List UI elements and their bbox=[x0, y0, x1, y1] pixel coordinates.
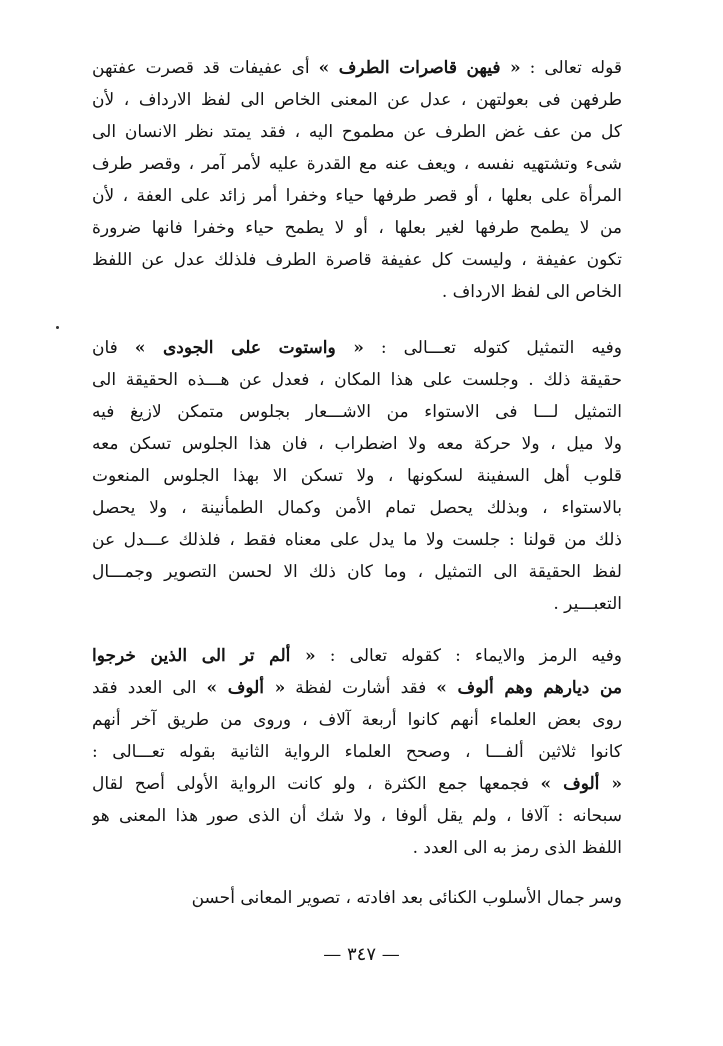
text-run: قوله تعالى : bbox=[520, 58, 622, 78]
text-run: لفظ الحقيقة الى التمثيل ، وما كان ذلك الا لحسن التصوير وجمـــال bbox=[92, 562, 622, 582]
margin-dot-mark bbox=[56, 326, 59, 329]
text-run: الى العدد فقد bbox=[92, 678, 207, 698]
text-run: كل من عف غض الطرف عن مطموح اليه ، فقد يمتد نظر الانسان الى bbox=[92, 122, 622, 142]
paragraph-spacer bbox=[92, 308, 622, 332]
text-line bbox=[92, 588, 622, 620]
text-line bbox=[92, 396, 622, 428]
text-run: شىء وتشتهيه نفسه ، ويعف عنه مع القدرة عليه لأمر آمر ، وقصر طرف bbox=[92, 154, 622, 174]
text-run: التعبـــير . bbox=[553, 594, 622, 614]
text-line bbox=[92, 556, 622, 588]
text-line bbox=[92, 332, 622, 364]
text-line bbox=[92, 460, 622, 492]
text-line bbox=[92, 672, 622, 704]
text-run: وفيه الرمز والايماء : كقوله تعالى : bbox=[315, 646, 622, 666]
text-run: اللفظ الذى رمز به الى العدد . bbox=[412, 838, 622, 858]
text-run: حقيقة ذلك . وجلست على هذا المكان ، فعدل عن هـــذه الحقيقة الى bbox=[92, 370, 622, 390]
text-line bbox=[92, 212, 622, 244]
text-line bbox=[92, 244, 622, 276]
text-run: التمثيل لـــا فى الاستواء من الاشـــعار بجلوس متمكن لازيغ فيه bbox=[92, 402, 622, 422]
text-line bbox=[92, 84, 622, 116]
text-line bbox=[92, 832, 622, 864]
text-run: الخاص الى لفظ الارداف . bbox=[441, 282, 622, 302]
quran-quote: « ألوف » bbox=[206, 678, 286, 698]
text-line bbox=[92, 116, 622, 148]
text-run: سبحانه : آلافا ، ولم يقل ألوفا ، ولا شك أن الذى صور هذا المعنى هو bbox=[92, 806, 622, 826]
text-run: بالاستواء ، وبذلك يحصل تمام الأمن وكمال الطمأنينة ، ولا يحصل bbox=[92, 498, 622, 518]
quran-quote: « واستوت على الجودى » bbox=[134, 338, 364, 358]
book-page-body bbox=[92, 52, 622, 914]
text-line bbox=[92, 492, 622, 524]
paragraph-4 bbox=[92, 882, 622, 914]
text-run: المرأة على بعلها ، أو قصر طرفها حياء وخفرا أمر زائد على العفة ، لأن bbox=[92, 186, 622, 206]
text-run: وفيه التمثيل كتوله تعـــالى : bbox=[363, 338, 622, 358]
text-run: كانوا ثلاثين ألفـــا ، وصحح العلماء الرواية الثانية بقوله تعـــالى : bbox=[92, 742, 622, 762]
paragraph-1 bbox=[92, 52, 622, 308]
text-line bbox=[92, 364, 622, 396]
paragraph-3 bbox=[92, 640, 622, 864]
quran-quote: « ألوف » bbox=[540, 774, 622, 794]
page-number: — ٣٤٧ — bbox=[323, 944, 400, 965]
text-run: ذلك من قولنا : جلست ولا ما يدل على معناه فقط ، فلذلك عـــدل عن bbox=[92, 530, 622, 550]
text-line bbox=[92, 276, 622, 308]
text-run: أى عفيفات قد قصرت عفتهن bbox=[92, 58, 319, 78]
text-line bbox=[92, 882, 622, 914]
text-run: فان bbox=[92, 338, 135, 358]
text-run: من لا يطمح طرفها لغير بعلها ، أو لا يطمح حياء وخفرا فانها ضرورة bbox=[92, 218, 622, 238]
paragraph-spacer bbox=[92, 864, 622, 882]
text-run: فقد أشارت لفظة bbox=[285, 678, 437, 698]
text-line bbox=[92, 428, 622, 460]
text-line bbox=[92, 800, 622, 832]
text-line bbox=[92, 52, 622, 84]
text-run: روى بعض العلماء أنهم كانوا أربعة آلاف ، وروى من طريق آخر أنهم bbox=[92, 710, 622, 730]
text-line bbox=[92, 704, 622, 736]
text-run: تكون عفيفة ، وليست كل عفيفة قاصرة الطرف فلذلك عدل عن اللفظ bbox=[92, 250, 622, 270]
paragraph-spacer bbox=[92, 620, 622, 640]
quran-quote: « ألم تر الى الذين خرجوا bbox=[92, 646, 316, 666]
text-run: فجمعها جمع الكثرة ، ولو كانت الرواية الأولى أصح لقال bbox=[92, 774, 541, 794]
text-run: وسر جمال الأسلوب الكنائى بعد افادته ، تصوير المعانى أحسن bbox=[191, 888, 622, 908]
paragraph-2 bbox=[92, 332, 622, 620]
text-line bbox=[92, 736, 622, 768]
text-line bbox=[92, 640, 622, 672]
text-line bbox=[92, 148, 622, 180]
text-line bbox=[92, 768, 622, 800]
text-run: ولا ميل ، ولا حركة معه ولا اضطراب ، فان هذا الجلوس تسكن معه bbox=[92, 434, 622, 454]
text-line bbox=[92, 180, 622, 212]
text-run: طرفهن فى بعولتهن ، عدل عن المعنى الخاص الى لفظ الارداف ، لأن bbox=[92, 90, 622, 110]
quran-quote: « فيهن قاصرات الطرف » bbox=[318, 58, 521, 78]
quran-quote: من ديارهم وهم ألوف » bbox=[436, 678, 622, 698]
text-run: قلوب أهل السفينة لسكونها ، ولا تسكن الا بهذا الجلوس المنعوت bbox=[92, 466, 622, 486]
text-line bbox=[92, 524, 622, 556]
